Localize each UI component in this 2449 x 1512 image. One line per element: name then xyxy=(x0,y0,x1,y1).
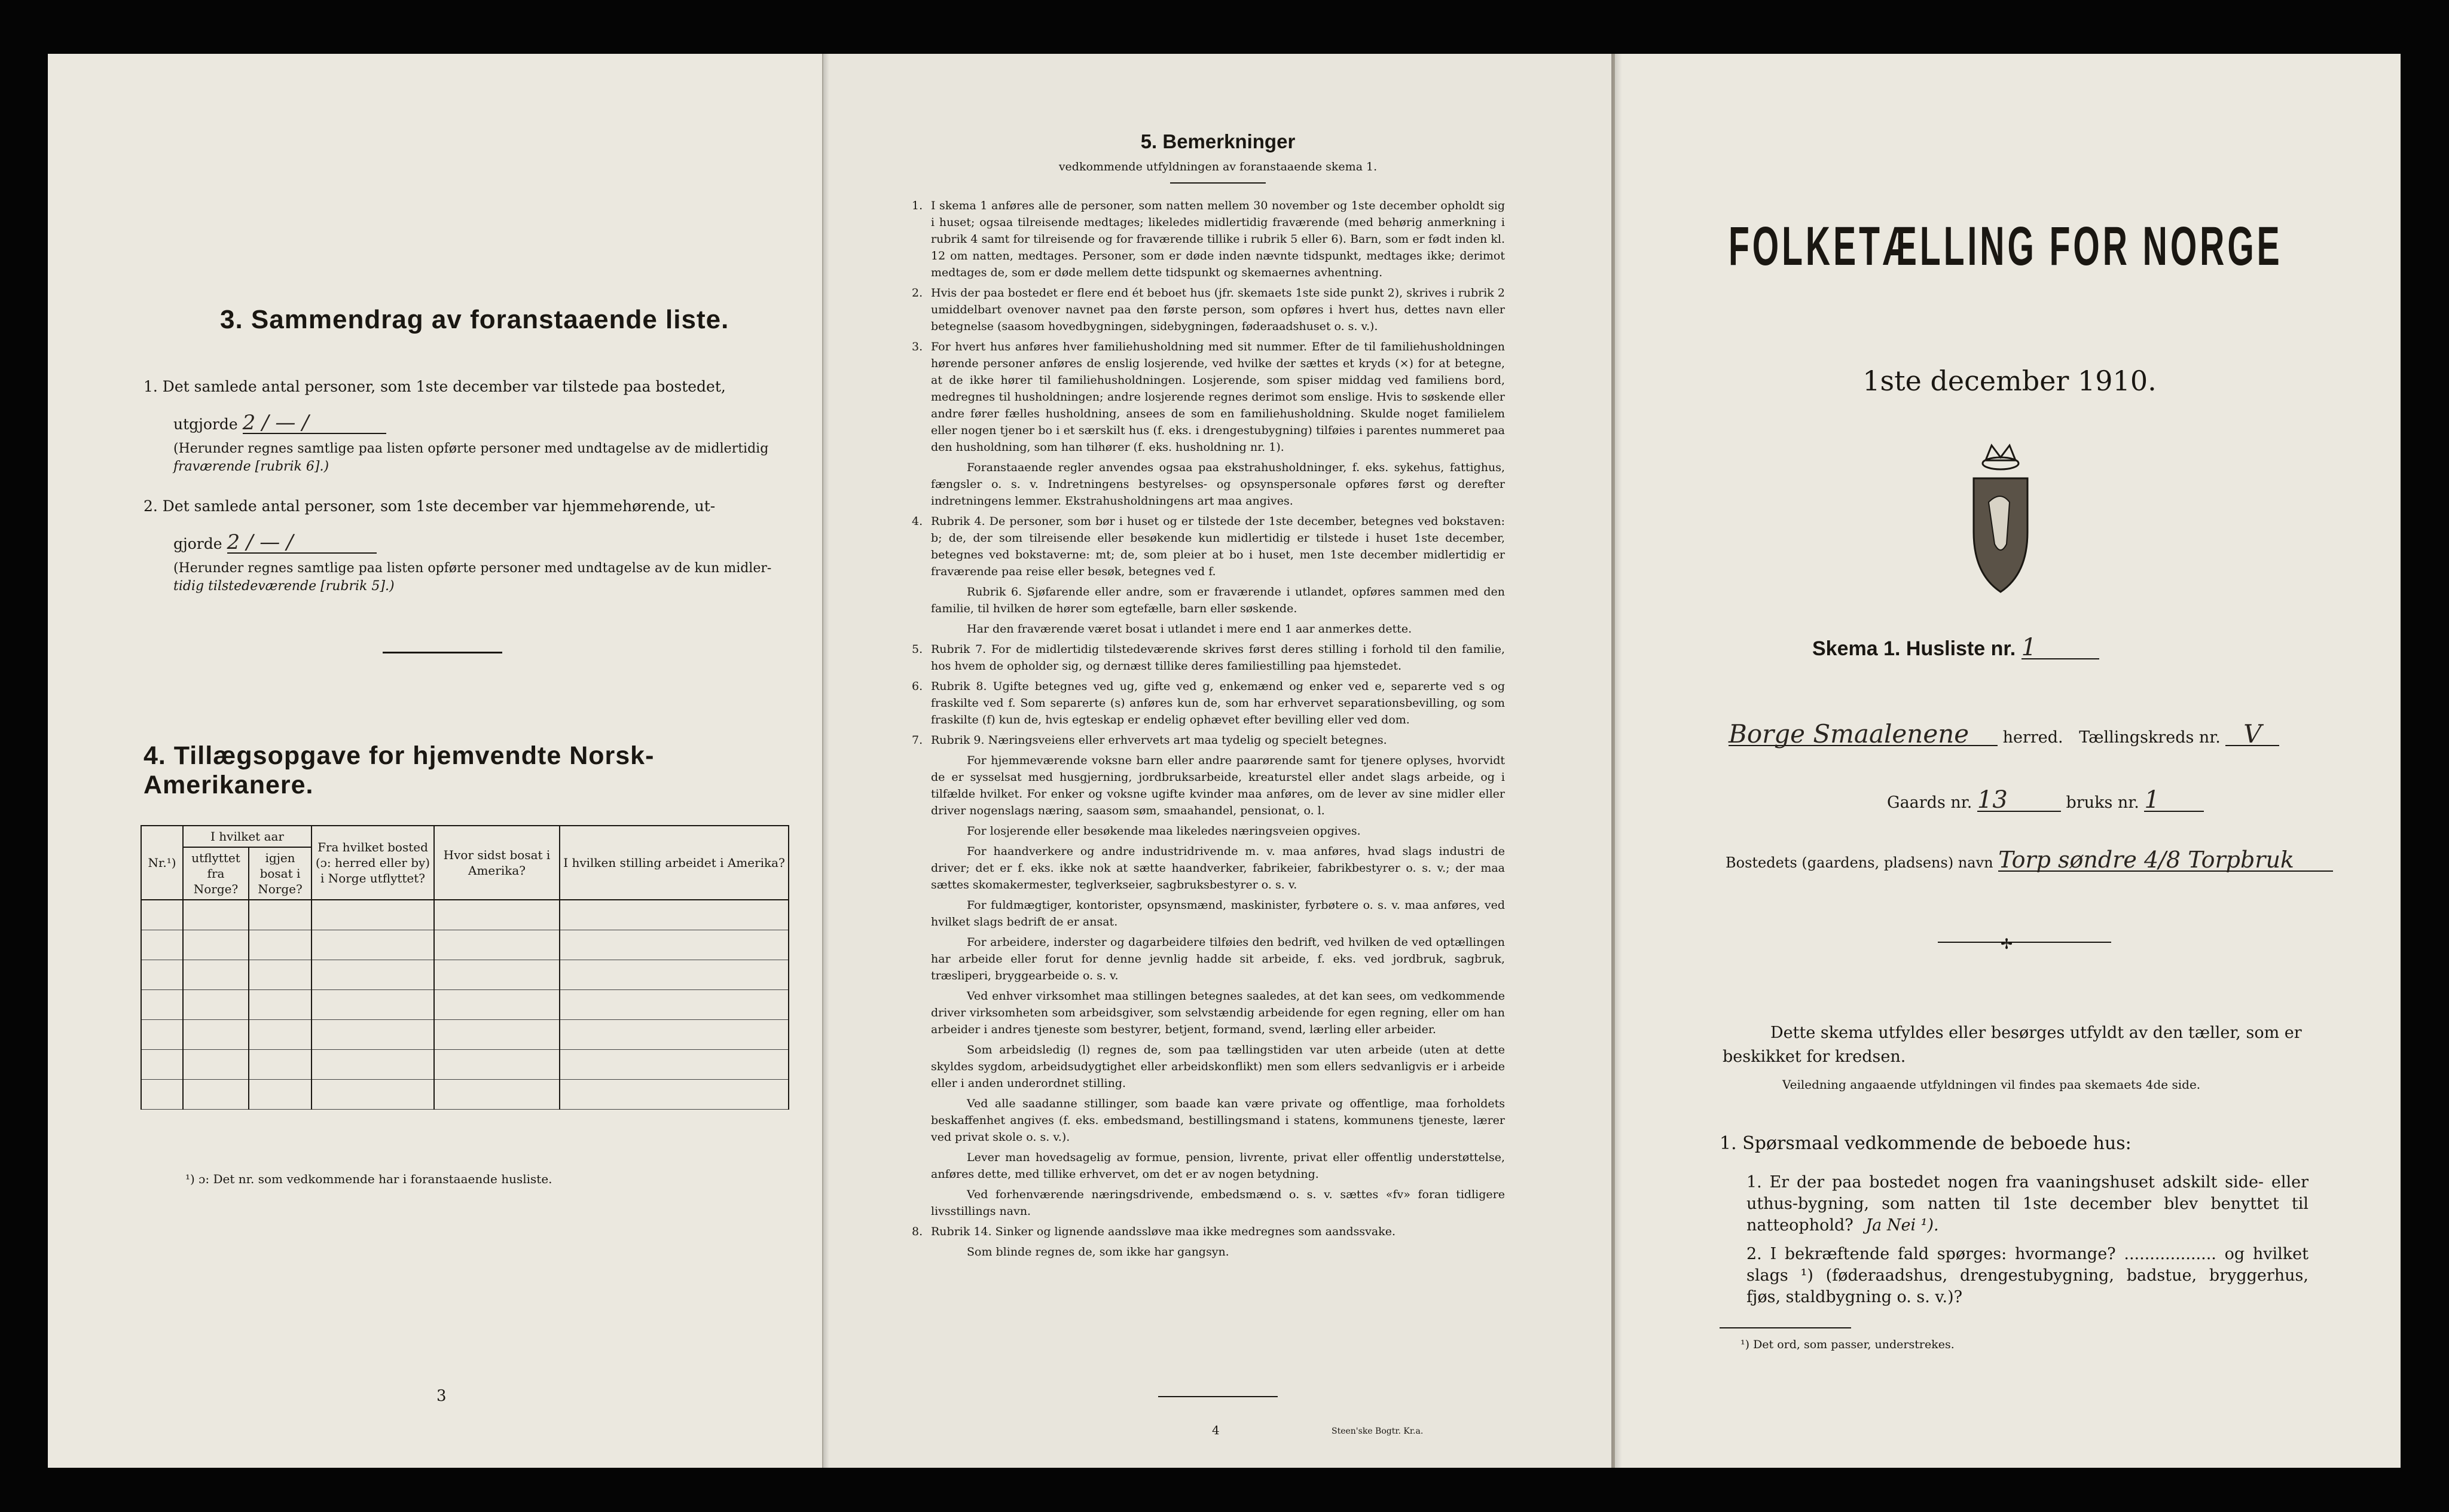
q1-value-field: 2 / — / xyxy=(243,413,386,434)
remark-item xyxy=(931,459,1505,509)
remark-text: For haandverkere og andre industridrivende m. v. maa anføres, hvad slags industri de driver; det er f. eks. ikke nok at sætte haandverker, fabrikeier, fabrikbestyrer o. s. v.; der maa sættes skomakermester, teglverkseier, sagbruksbestyrer o. s. v. xyxy=(931,845,1505,891)
table-row xyxy=(141,960,789,989)
remark-item xyxy=(912,338,1505,456)
remark-item xyxy=(931,621,1505,637)
remark-text: Som arbeidsledig (l) regnes de, som paa tællingstiden var uten arbeide (uten at dette skyldes sygdom, arbeidsudygtighet eller arbeidskonflikt) men som ellers sedvanligvis er i arbeide eller i anden underordnet stilling. xyxy=(931,1043,1505,1090)
remark-item xyxy=(912,1223,1505,1240)
q2-note: (Herunder regnes samtlige paa listen opførte personer med undtagelse av de kun midler- tidig tilstedeværende [rubrik 5].) xyxy=(173,561,772,594)
bosted-line: Bostedets (gaardens, pladsens) navn Torp søndre 4/8 Torpbruk xyxy=(1726,849,2333,873)
remark-number: 4. xyxy=(912,515,923,528)
gaards-value: 13 xyxy=(1977,789,2061,812)
page-number: 3 xyxy=(436,1387,447,1405)
section3-title: 3. Sammendrag av foranstaaende liste. xyxy=(220,305,729,334)
remark-text: Ved enhver virksomhet maa stillingen betegnes saaledes, at det kan sees, om vedkommende driver virksomheten som arbeidsgiver, som selvstændig arbeidende for egen regning, eller om han arbeider i andres tjeneste som bestyrer, betjent, formand, svend, lærling eller arbeider. xyxy=(931,989,1505,1036)
remark-number: 3. xyxy=(912,340,923,353)
remark-item xyxy=(912,285,1505,335)
remark-text: Rubrik 8. Ugifte betegnes ved ug, gifte ved g, enkemænd og enker ved e, separerte ved s og fraskilte ved f. Som separerte (s) anføres kun de, som har erhvervet separationsbevilling, og som fraskilte (f) kun de, hvis egteskap er endelig ophævet efter bevilling eller ved dom. xyxy=(931,680,1505,726)
remark-text: Rubrik 7. For de midlertidig tilstedeværende skrives først deres stilling i forhold til den familie, hos hvem de opholder sig, og dernæst tillike deres familiestilling paa hjemstedet. xyxy=(931,643,1505,673)
remark-item xyxy=(931,584,1505,617)
table-footnote: ¹) ɔ: Det nr. som vedkommende har i foranstaaende husliste. xyxy=(185,1172,552,1186)
instruction-2: beskikket for kredsen. xyxy=(1723,1047,1906,1066)
divider xyxy=(1938,942,2111,943)
instruction-1: Dette skema utfyldes eller besørges utfyldt av den tæller, som er xyxy=(1770,1024,2302,1042)
ornament-icon: ✢ xyxy=(2001,936,2013,952)
remark-text: For fuldmægtiger, kontorister, opsynsmænd, maskinister, fyrbøtere o. s. v. maa anføres, ved hvilket slags bedrift de er ansat. xyxy=(931,899,1505,928)
table-row xyxy=(141,930,789,960)
remark-text: For hjemmeværende voksne barn eller andre paarørende samt for tjenere oplyses, hvorvidt de er sysselsat med husgjerning, jordbruksarbeide, kreaturstel eller andet slags arbeide, og i tilfælde hvilket. For enker og voksne ugifte kvinder maa anføres, om de lever av sine midler eller driver nogenslags næring, saasom søm, smaahandel, pensionat, o. l. xyxy=(931,754,1505,817)
remark-item xyxy=(912,678,1505,728)
table-row xyxy=(141,1079,789,1109)
divider xyxy=(1158,1396,1278,1397)
herred-line: Borge Smaalenene herred. Tællingskreds nr. V xyxy=(1729,723,2279,749)
q1-label: utgjorde 2 / — / xyxy=(173,413,386,435)
remark-text: Lever man hovedsagelig av formue, pension, livrente, privat eller offentlig understøttelse, anføres dette, med tillike erhvervet, om det er av nogen betydning. xyxy=(931,1151,1505,1181)
husliste-value: 1 xyxy=(2022,637,2099,659)
page-number: 4 xyxy=(1212,1423,1220,1437)
remark-text: Ved forhenværende næringsdrivende, embedsmænd o. s. v. sættes «fv» foran tidligere livsstillings navn. xyxy=(931,1188,1505,1218)
remark-item xyxy=(931,1041,1505,1092)
remark-text: Foranstaaende regler anvendes ogsaa paa ekstrahusholdninger, f. eks. sykehus, fattighus, fængsler o. s. v. Indretningens bestyrelses- og opsynspersonale opføres først og derefter indretningens lemmer. Ekstrahusholdningens art maa angives. xyxy=(931,461,1505,508)
header-stilling: I hvilken stilling arbeidet i Amerika? xyxy=(560,826,789,900)
divider xyxy=(1720,1327,1851,1328)
page-middle xyxy=(822,54,1611,1468)
bruks-value: 1 xyxy=(2144,789,2204,812)
table-row xyxy=(141,989,789,1019)
remarks-list xyxy=(912,197,1505,1264)
question-2: 2. I bekræftende fald spørges: hvormange? .................. og hvilket slags ¹) (føderaadshus, drengestubygning, badstue, bryggerhus, fjøs, staldbygning o. s. v.)? xyxy=(1746,1245,2308,1306)
page-left xyxy=(48,54,822,1468)
remarks-title: 5. Bemerkninger xyxy=(1140,130,1296,152)
q2-value-field: 2 / — / xyxy=(227,532,377,554)
remark-number: 8. xyxy=(912,1225,923,1238)
remark-text: Hvis der paa bostedet er flere end ét beboet hus (jfr. skemaets 1ste side punkt 2), skrives i rubrik 2 umiddelbart ovenover navnet paa den første person, som opføres i hvert hus, dettes navn eller betegnelse (saasom hovedbygningen, sidebygningen, føderaadshuset o. s. v.). xyxy=(931,286,1505,333)
herred-value: Borge Smaalenene xyxy=(1729,723,1998,746)
remark-text: Rubrik 14. Sinker og lignende aandssløve maa ikke medregnes som aandssvake. xyxy=(931,1225,1396,1238)
remark-text: Rubrik 4. De personer, som bør i huset og er tilstede der 1ste december, betegnes ved bokstaven: b; de, der som tilreisende eller besøkende kun midlertidig er tilstede i huset 1ste december, betegnes ved bokstaverne: mt; de, som pleier at bo i huset, men 1ste december midlertidig er fraværende paa reise eller besøk, betegnes ved f. xyxy=(931,515,1505,578)
remark-item xyxy=(931,1149,1505,1183)
main-title: FOLKETÆLLING FOR NORGE xyxy=(1729,216,2283,277)
remark-text: Rubrik 6. Sjøfarende eller andre, som er fraværende i utlandet, opføres sammen med den familie, til hvilken de hører som egtefælle, barn eller søskende. xyxy=(931,585,1505,615)
questions-title: 1. Spørsmaal vedkommende de beboede hus: xyxy=(1720,1133,2132,1154)
remark-item xyxy=(912,641,1505,674)
header-nr: Nr.¹) xyxy=(141,826,183,900)
page-fold xyxy=(1611,54,1622,1468)
q1-line: 1. Det samlede antal personer, som 1ste december var tilstede paa bostedet, xyxy=(143,378,726,395)
printer-mark: Steen'ske Bogtr. Kr.a. xyxy=(1332,1427,1424,1436)
remark-text: Har den fraværende været bosat i utlandet i mere end 1 aar anmerkes dette. xyxy=(967,622,1412,636)
remark-item xyxy=(931,1095,1505,1146)
page-right xyxy=(1611,54,2401,1468)
remark-item xyxy=(931,843,1505,893)
remark-item xyxy=(912,197,1505,281)
remark-text: Ved alle saadanne stillinger, som baade kan være private og offentlige, maa forholdets beskaffenhet angives (f. eks. embedsmand, bestillingsmand i statens, kommunens tjeneste, lærer ved privat skole o. s. v.). xyxy=(931,1097,1505,1144)
remarks-subtitle: vedkommende utfyldningen av foranstaaende skema 1. xyxy=(1058,160,1378,173)
remark-item xyxy=(931,988,1505,1038)
divider xyxy=(1170,182,1266,184)
coat-of-arms-icon xyxy=(1962,436,2039,604)
skema-line: Skema 1. Husliste nr. 1 xyxy=(1812,637,2099,659)
kreds-value: V xyxy=(2225,723,2279,746)
right-footnote: ¹) Det ord, som passer, understrekes. xyxy=(1740,1338,1955,1351)
remark-number: 7. xyxy=(912,734,923,747)
q1-answer: Ja Nei ¹). xyxy=(1865,1216,1939,1235)
instruction-small: Veiledning angaaende utfyldningen vil findes paa skemaets 4de side. xyxy=(1782,1077,2201,1092)
header-fra-hvilket: Fra hvilket bosted (ɔ: herred eller by) i Norge utflyttet? xyxy=(312,826,434,900)
remark-item xyxy=(912,513,1505,580)
remark-text: For arbeidere, inderster og dagarbeidere tilføies den bedrift, ved hvilken de ved optællingen har arbeide eller forut for denne jevnlig hadde sit arbeide, f. eks. ved jordbruk, sagbruk, træsliperi, bryggearbeide o. s. v. xyxy=(931,936,1505,982)
remark-number: 1. xyxy=(912,199,923,212)
table-row xyxy=(141,1049,789,1079)
section4-title: 4. Tillægsopgave for hjemvendte Norsk-Amerikanere. xyxy=(143,741,655,799)
remark-item xyxy=(931,934,1505,984)
page-fold xyxy=(822,54,829,1468)
table-row xyxy=(141,900,789,930)
remark-item xyxy=(931,1244,1505,1260)
remark-item xyxy=(931,752,1505,819)
divider xyxy=(383,652,502,653)
q2-line: 2. Det samlede antal personer, som 1ste december var hjemmehørende, ut- xyxy=(143,497,716,515)
remark-text: For losjerende eller besøkende maa likeledes næringsveien opgives. xyxy=(967,824,1361,838)
remark-item xyxy=(931,897,1505,930)
q1-note: (Herunder regnes samtlige paa listen opførte personer med undtagelse av de midlertidig fraværende [rubrik 6].) xyxy=(173,441,769,474)
remark-text: For hvert hus anføres hver familiehusholdning med sit nummer. Efter de til familiehusholdningen hørende personer anføres de enslig losjerende, ved hvilke der sættes et kryds (×) for at betegne, at de ikke hører til familiehusholdningen. Losjerende, som spiser middag ved familiens bord, medregnes til husholdningen; andre losjerende regnes derimot som enslige. Hvis to søskende eller andre fører fælles husholdning, ansees de som en familiehusholdning. Skulde noget familielem eller nogen tjener bo i et særskilt hus (f. eks. i drengestubygning) tilføies i parentes nummeret paa den husholdning, som han tilhører (f. eks. husholdning nr. 1). xyxy=(931,340,1505,454)
remark-number: 2. xyxy=(912,286,923,300)
gaards-line: Gaards nr. 13 bruks nr. 1 xyxy=(1887,789,2204,814)
census-date: 1ste december 1910. xyxy=(1862,365,2157,397)
header-hvor-sidst: Hvor sidst bosat i Amerika? xyxy=(434,826,560,900)
remark-text: Som blinde regnes de, som ikke har gangsyn. xyxy=(967,1245,1229,1259)
remark-number: 5. xyxy=(912,643,923,656)
header-utflyttet: utflyttet fra Norge? xyxy=(183,847,249,900)
header-igjen: igjen bosat i Norge? xyxy=(249,847,312,900)
remark-item xyxy=(931,1186,1505,1220)
question-1: 1. Er der paa bostedet nogen fra vaaningshuset adskilt side- eller uthus-bygning, som natten til 1ste december blev benyttet til natteophold? Ja Nei ¹). xyxy=(1746,1173,2308,1235)
remark-item xyxy=(931,823,1505,839)
norsk-amerikanere-table xyxy=(141,825,789,1110)
q2-label: gjorde 2 / — / xyxy=(173,532,377,554)
remark-number: 6. xyxy=(912,680,923,693)
bosted-value: Torp søndre 4/8 Torpbruk xyxy=(1998,849,2333,872)
header-group: I hvilket aar xyxy=(183,826,312,847)
remark-text: Rubrik 9. Næringsveiens eller erhvervets art maa tydelig og specielt betegnes. xyxy=(931,734,1387,747)
table-row xyxy=(141,1019,789,1049)
remark-item xyxy=(912,732,1505,749)
remark-text: I skema 1 anføres alle de personer, som natten mellem 30 november og 1ste december opholdt sig i huset; ogsaa tilreisende medtages; likeledes midlertidig fraværende (med behørig anmerkning i rubrik 4 samt for tilreisende og for fraværende tillike i rubrik 5 eller 6). Barn, som er født inden kl. 12 om natten, medtages. Personer, som er døde inden nævnte tidspunkt, medtages ikke; derimot medtages de, som er døde mellem dette tidspunkt og skemaernes avhentning. xyxy=(931,199,1505,279)
